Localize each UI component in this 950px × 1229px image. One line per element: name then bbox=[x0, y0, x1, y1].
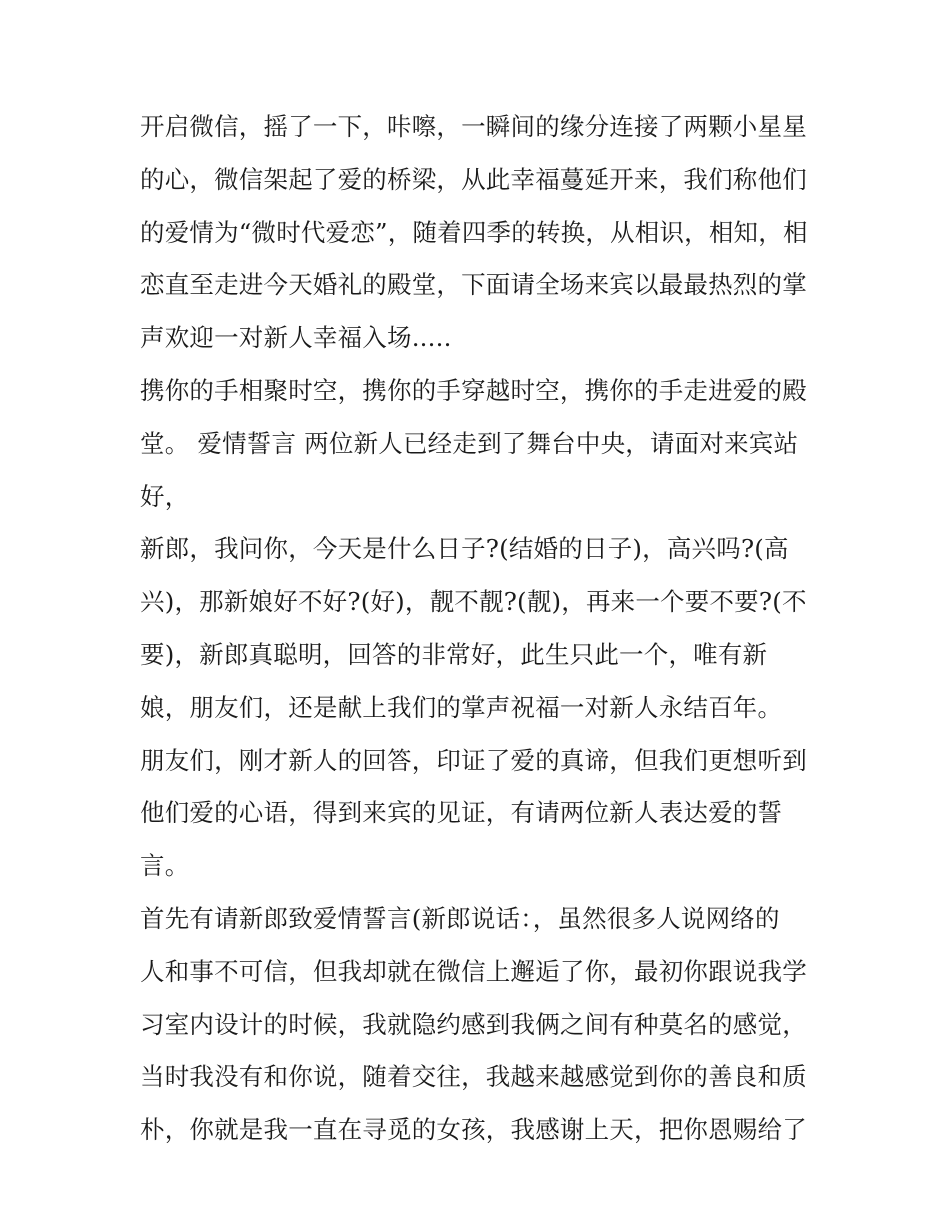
text-line-10: 兴)，那新娘好不好?(好)，靓不靓?(靓)，再来一个要不要?(不 bbox=[140, 587, 807, 617]
text-line-1: 开启微信，摇了一下，咔嚓，一瞬间的缘分连接了两颗小星星 bbox=[140, 112, 807, 141]
text-line-6: 携你的手相聚时空，携你的手穿越时空，携你的手走进爱的殿 bbox=[140, 375, 807, 405]
text-line-16: 首先有请新郎致爱情誓言(新郎说话：，虽然很多人说网络的 bbox=[140, 903, 780, 933]
text-line-14: 他们爱的心语，得到来宾的见证，有请两位新人表达爱的誓 bbox=[140, 798, 783, 828]
text-line-5: 声欢迎一对新人幸福入场..... bbox=[140, 323, 452, 353]
text-line-18: 习室内设计的时候，我就隐约感到我俩之间有种莫名的感觉， bbox=[140, 1009, 807, 1039]
text-line-3: 的爱情为“微时代爱恋”，随着四季的转换，从相识，相知，相 bbox=[140, 217, 808, 247]
text-line-8: 好， bbox=[140, 481, 190, 511]
text-line-20: 朴，你就是我一直在寻觅的女孩，我感谢上天，把你恩赐给了 bbox=[140, 1115, 807, 1145]
text-line-17: 人和事不可信，但我却就在微信上邂逅了你，最初你跟说我学 bbox=[140, 956, 807, 986]
text-line-15: 言。 bbox=[140, 851, 190, 881]
text-line-13: 朋友们，刚才新人的回答，印证了爱的真谛，但我们更想听到 bbox=[140, 745, 807, 775]
text-line-2: 的心，微信架起了爱的桥梁，从此幸福蔓延开来，我们称他们 bbox=[140, 164, 807, 194]
text-line-4: 恋直至走进今天婚礼的殿堂，下面请全场来宾以最最热烈的掌 bbox=[140, 270, 807, 300]
text-line-19: 当时我没有和你说，随着交往，我越来越感觉到你的善良和质 bbox=[140, 1062, 807, 1092]
text-line-7: 堂。 爱情誓言 两位新人已经走到了舞台中央，请面对来宾站 bbox=[140, 428, 799, 458]
text-line-11: 要)，新郎真聪明，回答的非常好，此生只此一个，唯有新 bbox=[140, 639, 768, 669]
text-line-9: 新郎，我问你，今天是什么日子?(结婚的日子)，高兴吗?(高 bbox=[140, 534, 789, 564]
document-body bbox=[140, 101, 820, 1157]
text-line-12: 娘，朋友们，还是献上我们的掌声祝福一对新人永结百年。 bbox=[140, 692, 783, 722]
